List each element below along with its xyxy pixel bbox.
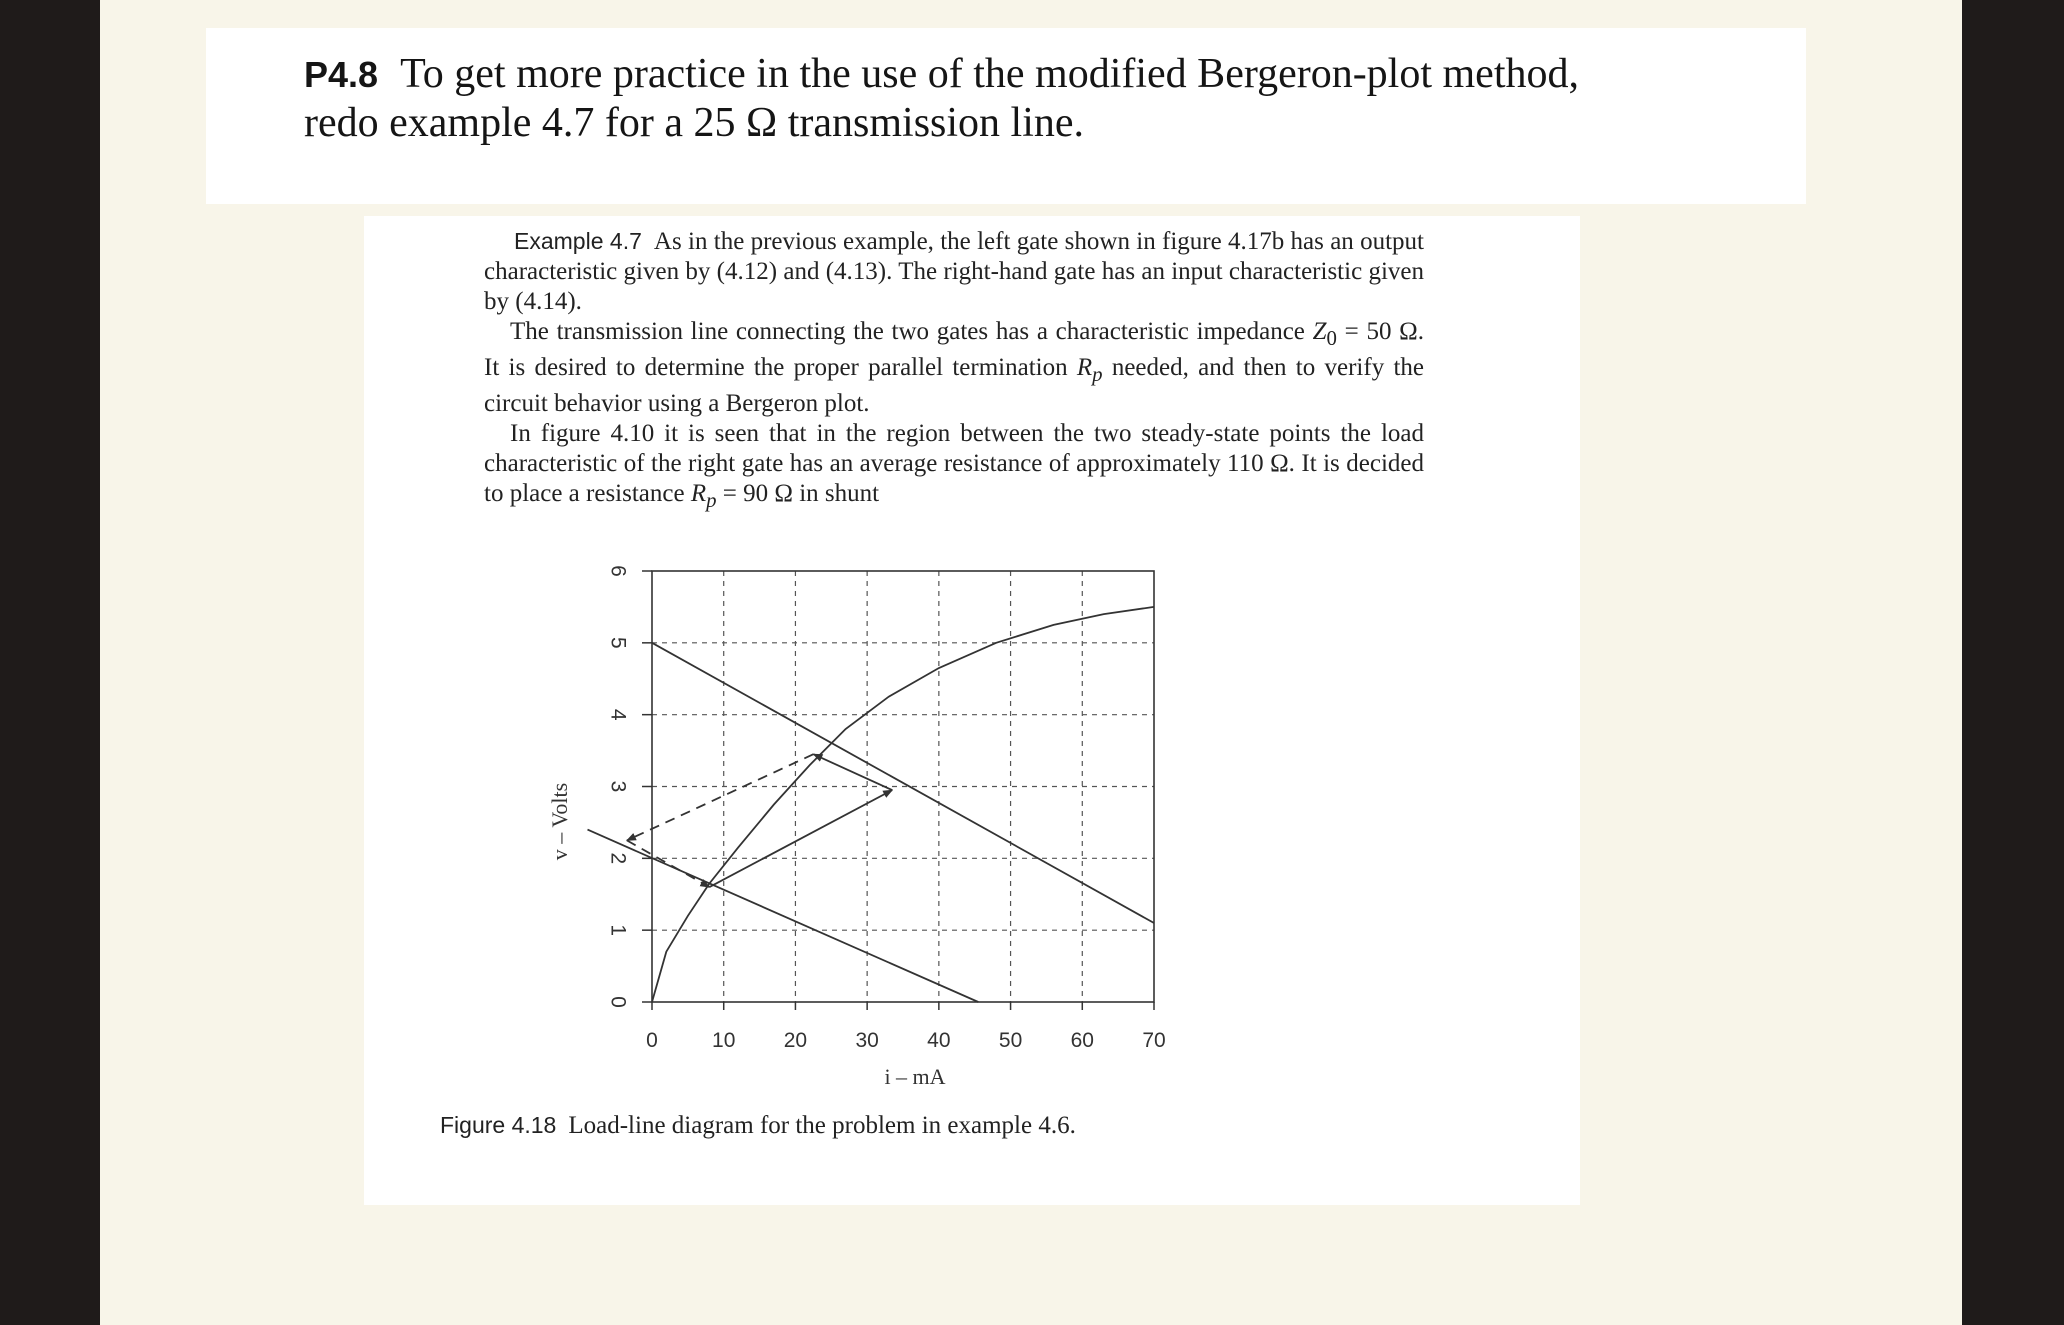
page-background <box>100 0 1962 1325</box>
y-tick-label: 6 <box>606 565 630 577</box>
x-tick-label: 60 <box>1070 1029 1094 1052</box>
x-tick-label: 50 <box>998 1029 1023 1052</box>
y-tick-label: 3 <box>606 780 630 793</box>
example-label: Example 4.7 <box>514 228 642 254</box>
example-paragraph-2-c: needed, and then to verify the circuit behavior using a Bergeron plot. <box>484 354 1424 417</box>
rp-subscript: p <box>1092 362 1103 386</box>
series-line <box>652 607 1154 1002</box>
series-line <box>588 830 979 1002</box>
x-axis-title: i – mA <box>884 1064 946 1089</box>
x-tick-label: 20 <box>783 1029 808 1052</box>
chart-ticks <box>606 565 1165 1052</box>
problem-card <box>206 28 1806 204</box>
caption-text: Load-line diagram for the problem in example 4.6. <box>568 1112 1076 1139</box>
z0-subscript: 0 <box>1326 326 1337 350</box>
load-line-chart <box>364 216 1580 1205</box>
rp-symbol-2: R <box>690 480 707 507</box>
caption-label: Figure 4.18 <box>440 1112 557 1138</box>
y-tick-label: 2 <box>606 852 630 865</box>
y-tick-label: 5 <box>606 636 630 649</box>
example-paragraph-1-text: As in the previous example, the left gate shown in figure 4.17b has an output characteristic given by (4.12) and (4.13). The right-hand gate has an input characteristic given by (4.14). <box>484 228 1424 315</box>
example-paragraph-3-a: In figure 4.10 it is seen that in the region between the two steady-state points the load characteristic of the right gate has an average resistance of approximately 110 Ω. It is decided to place a resistance <box>484 420 1424 507</box>
rp-symbol: R <box>1076 354 1093 381</box>
x-tick-label: 40 <box>927 1029 951 1052</box>
x-tick-label: 0 <box>646 1029 658 1052</box>
series-line <box>627 754 814 840</box>
series-line <box>627 840 710 887</box>
series-line <box>652 643 1154 923</box>
example-paragraph-3-b: = 90 Ω in shunt <box>716 480 880 507</box>
problem-line-2: redo example 4.7 for a 25 Ω transmission line. <box>304 100 1085 146</box>
x-tick-label: 30 <box>855 1029 879 1052</box>
figure-caption <box>440 1112 1340 1140</box>
chart-series <box>588 607 1155 1002</box>
y-tick-label: 4 <box>606 708 630 721</box>
z0-symbol: Z <box>1312 318 1327 345</box>
rp-subscript-2: p <box>706 488 717 512</box>
textbook-excerpt <box>364 216 1580 1205</box>
example-paragraph-2-a: The transmission line connecting the two gates has a characteristic impedance <box>510 318 1305 345</box>
y-axis-title: v – Volts <box>547 782 572 861</box>
chart-grid <box>652 571 1154 1002</box>
x-tick-label: 70 <box>1142 1029 1166 1052</box>
y-tick-label: 1 <box>606 924 630 937</box>
y-tick-label: 0 <box>606 996 630 1008</box>
problem-statement <box>304 50 1724 148</box>
x-tick-label: 10 <box>712 1029 736 1052</box>
problem-number: P4.8 <box>304 54 379 95</box>
example-paragraph-2-b: = 50 Ω. It is desired to determine the proper parallel termination <box>484 318 1424 381</box>
problem-line-1: To get more practice in the use of the modified Bergeron-plot method, <box>400 51 1579 97</box>
series-line <box>813 754 892 790</box>
series-line <box>709 790 892 887</box>
